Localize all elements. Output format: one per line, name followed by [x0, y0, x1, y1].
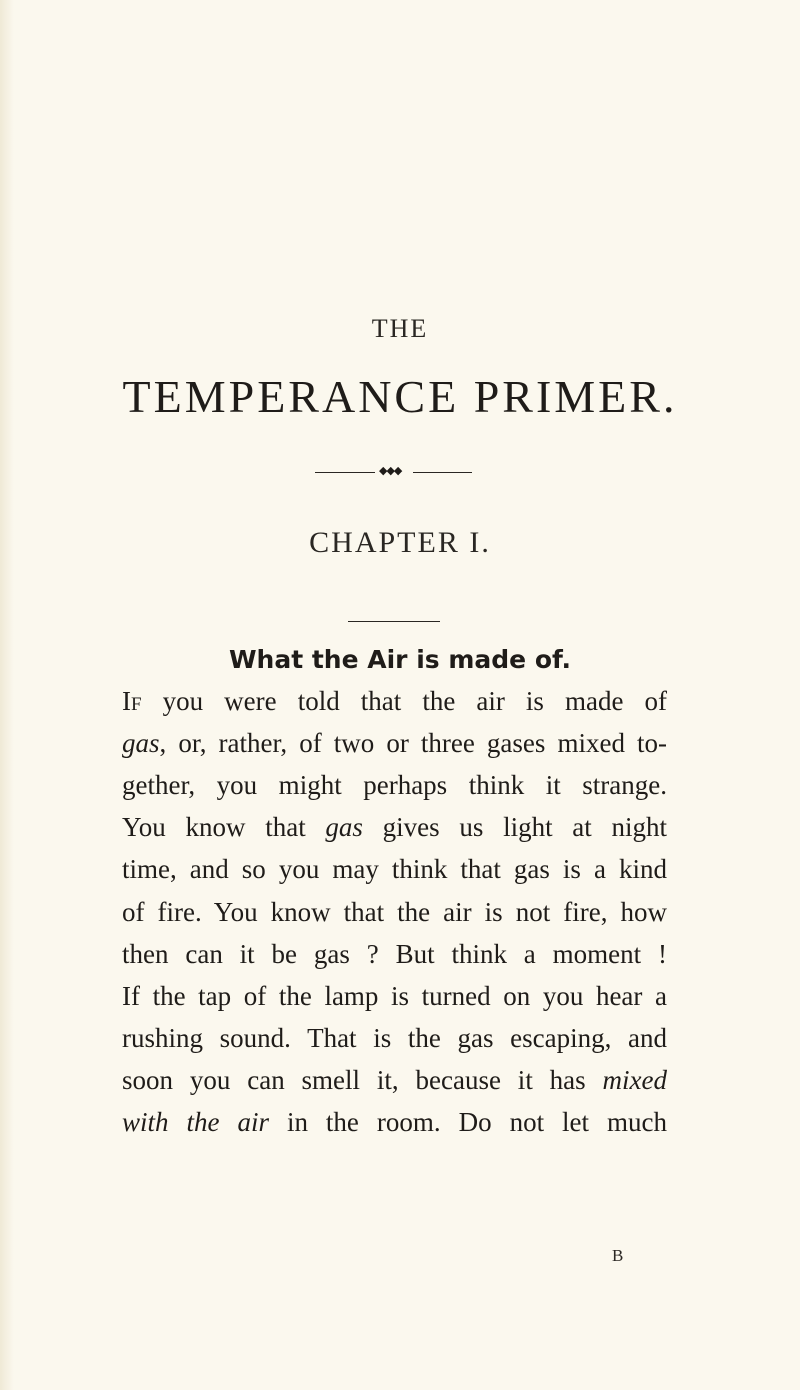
emphasis-gas: gas — [122, 728, 160, 758]
emphasis-mixed: mixed — [602, 1065, 667, 1095]
section-title: What the Air is made of. — [228, 645, 572, 674]
text-line-9: rushing sound. That is the gas escaping, and — [122, 1023, 667, 1053]
emphasis-with-the-air: with the air — [122, 1107, 269, 1137]
text-line-11 — [122, 1107, 667, 1138]
title-prefix: THE — [371, 314, 429, 343]
ornament-line-right — [413, 472, 472, 473]
text-line-4 — [122, 812, 667, 843]
chapter-heading: CHAPTER I. — [309, 526, 491, 559]
text-line-5: time, and so you may think that gas is a kind — [122, 854, 667, 884]
drop-word: If — [122, 686, 142, 716]
emphasis-gas-2: gas — [325, 812, 363, 842]
chapter-rule — [348, 621, 440, 622]
text-line-6: of fire. You know that the air is not fire, how — [122, 897, 667, 927]
text-line-8: If the tap of the lamp is turned on you hear a — [122, 981, 667, 1011]
text-line-3: gether, you might perhaps think it strange. — [122, 770, 667, 800]
text-line-2-rest: , or, rather, of two or three gases mixed to- — [159, 728, 667, 758]
text-line-1 — [122, 686, 667, 717]
signature-mark: B — [612, 1246, 624, 1265]
text-line-10-start: soon you can smell it, because it has — [122, 1065, 603, 1095]
text-line-7: then can it be gas ? But think a moment ! — [122, 939, 667, 969]
text-line-1-rest: you were told that the air is made of — [141, 686, 667, 716]
diamond-ornament-icon: ◆◆◆ — [379, 464, 402, 477]
text-line-4-start: You know that — [122, 812, 326, 842]
ornament-divider — [315, 464, 472, 478]
ornament-line-left — [315, 472, 375, 473]
text-line-2 — [122, 728, 667, 759]
page-title: TEMPERANCE PRIMER. — [122, 371, 678, 422]
text-line-11-rest: in the room. Do not let much — [268, 1107, 667, 1137]
text-line-10 — [122, 1065, 667, 1096]
text-line-4-rest: gives us light at night — [362, 812, 667, 842]
page-edge — [0, 0, 14, 1390]
